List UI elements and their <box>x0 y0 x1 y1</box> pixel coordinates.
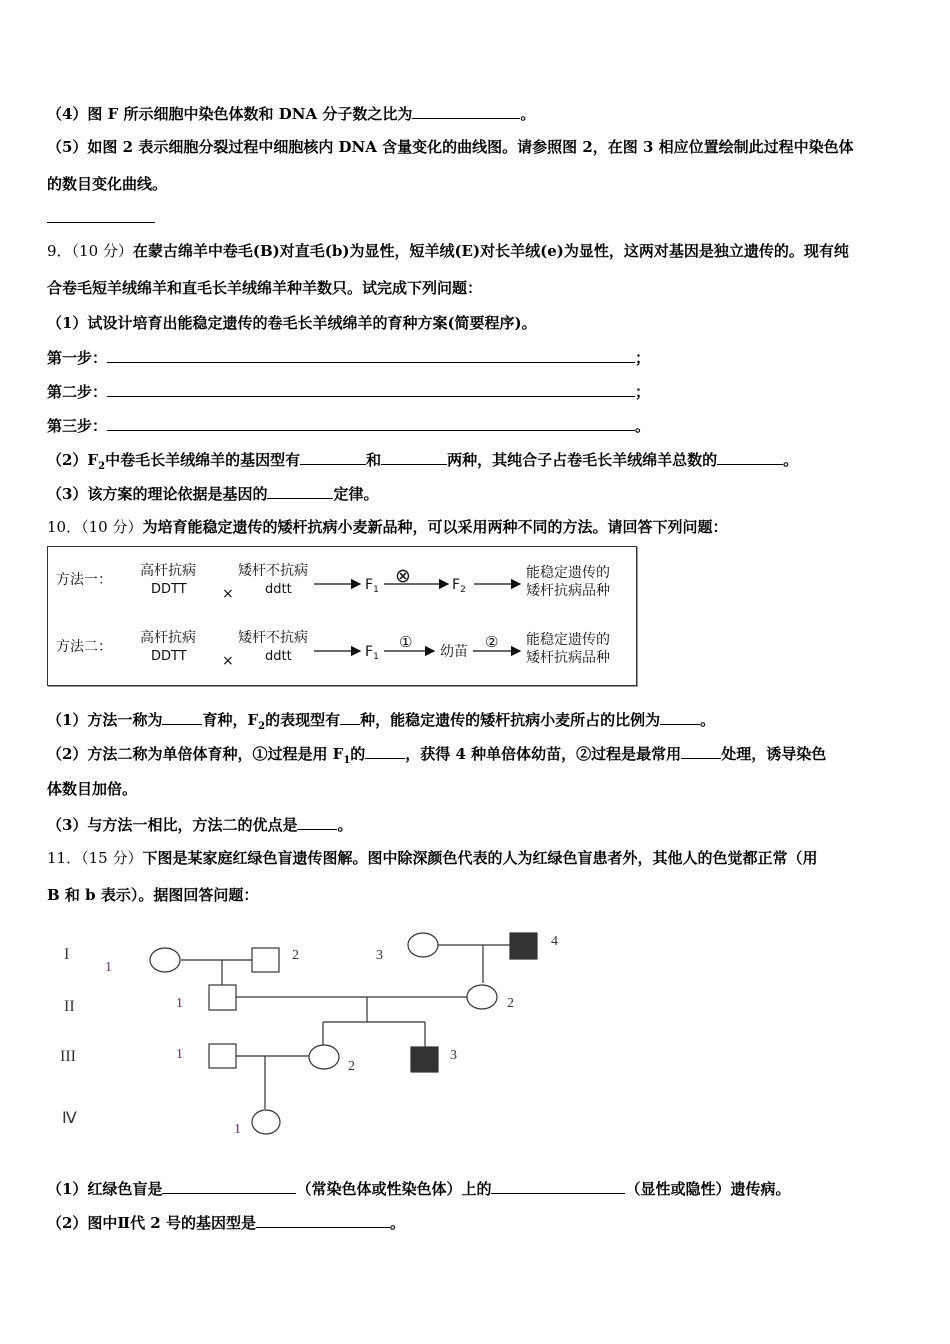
step1-label: 第一步： <box>47 349 108 367</box>
q8-p4-end: 。 <box>520 105 536 123</box>
semicolon: ； <box>635 349 651 367</box>
ratio-blank[interactable] <box>660 710 700 725</box>
q11-p2-text-a: （2）图中Ⅱ代 2 号的基因型是 <box>47 1214 256 1232</box>
short-genotype: ddtt <box>265 582 292 597</box>
short-susceptible-label: 矮杆不抗病 <box>238 630 308 646</box>
number-IV1: 1 <box>234 1122 241 1137</box>
female-normal-I1 <box>150 948 180 972</box>
period: 。 <box>635 417 651 435</box>
female-normal-II2 <box>467 985 497 1009</box>
generation-label-3: III <box>60 1048 76 1065</box>
q9-stem-line2: 合卷毛短羊绒绵羊和直毛长羊绒绵羊种羊数只。试完成下列问题： <box>47 279 483 297</box>
male-normal-II1 <box>209 985 236 1010</box>
subscript: 1 <box>343 755 351 766</box>
generation-label-2: II <box>64 998 75 1015</box>
ratio-blank[interactable] <box>717 450 783 465</box>
genotype-blank-1[interactable] <box>300 450 366 465</box>
f2-label: $F_2$ <box>452 577 466 595</box>
q9-part2 <box>47 450 798 476</box>
q11-number: 11．（15 分） <box>47 849 143 867</box>
short-genotype: ddtt <box>265 649 292 664</box>
q10-stem-text: 为培育能稳定遗传的矮杆抗病小麦新品种，可以采用两种不同的方法。请回答下列问题： <box>142 518 728 536</box>
f1-label: $F_1$ <box>365 644 379 662</box>
q10-number: 10．（10 分） <box>47 518 143 536</box>
q9-number: 9．（10 分） <box>47 242 133 260</box>
q9-p2-text-b: 中卷毛长羊绒绵羊的基因型有 <box>105 451 301 469</box>
female-normal-I3 <box>408 933 438 957</box>
number-II1: 1 <box>176 996 183 1011</box>
method-name-blank[interactable] <box>162 710 202 725</box>
q9-p3-text-a: （3）该方案的理论依据是基因的 <box>47 485 268 503</box>
period: 。 <box>783 451 799 469</box>
q10-p1-text-b: 育种，F <box>202 711 259 729</box>
semicolon: ； <box>635 383 651 401</box>
number-I1: 1 <box>105 960 112 975</box>
step3-label: 第三步： <box>47 417 108 435</box>
material-blank[interactable] <box>365 744 405 759</box>
q11-p1-text-b: （常染色体或性染色体）上的 <box>296 1180 492 1198</box>
subscript: 2 <box>258 721 266 732</box>
dominance-blank[interactable] <box>491 1179 625 1194</box>
chromosome-type-blank[interactable] <box>162 1179 296 1194</box>
q8-part4 <box>47 104 535 123</box>
period: 。 <box>700 711 716 729</box>
short-susceptible-label: 矮杆不抗病 <box>238 563 308 579</box>
q9-step1 <box>47 348 650 367</box>
period: 。 <box>389 1214 405 1232</box>
step2-label: 第二步： <box>47 383 108 401</box>
q11-part1 <box>47 1179 790 1198</box>
tall-resistant-label: 高杆抗病 <box>140 630 196 646</box>
selfing-symbol-icon: ⊗ <box>395 565 411 587</box>
q8-part5-line2: 的数目变化曲线。 <box>47 175 168 193</box>
q9-p2-text-a: （2）F <box>47 451 99 469</box>
method2-label: 方法二： <box>56 639 112 655</box>
q9-p3-text-b: 定律。 <box>333 485 379 503</box>
male-normal-I2 <box>252 948 279 972</box>
q9-p2-text-c: 和 <box>366 451 382 469</box>
number-II2: 2 <box>507 996 514 1011</box>
female-normal-III2 <box>309 1045 339 1069</box>
q10-part2-line2: 体数目加倍。 <box>47 780 138 798</box>
step2-marker: ② <box>485 633 499 651</box>
breeding-methods-figure <box>47 546 637 686</box>
number-I4: 4 <box>551 934 558 949</box>
seedling-label: 幼苗 <box>440 644 468 660</box>
q10-p2-text-c: ，获得 4 种单倍体幼苗，②过程是最常用 <box>405 745 682 763</box>
number-III2: 2 <box>348 1059 355 1074</box>
phenotype-count-blank[interactable] <box>340 710 360 725</box>
q10-p1-text-d: 种，能稳定遗传的矮杆抗病小麦所占的比例为 <box>360 711 661 729</box>
result-line1: 能稳定遗传的 <box>526 565 610 581</box>
q10-p2-text-a: （2）方法二称为单倍体育种，①过程是用 F <box>47 745 344 763</box>
genotype-blank[interactable] <box>256 1213 390 1228</box>
result-line2: 矮杆抗病品种 <box>526 583 610 599</box>
step1-blank[interactable] <box>107 348 635 363</box>
q9-step3 <box>47 416 650 435</box>
step1-marker: ① <box>399 633 413 651</box>
pedigree-chart <box>40 925 600 1150</box>
q11-part2 <box>47 1213 405 1232</box>
q8-p4-text: （4）图 F 所示细胞中染色体数和 DNA 分子数之比为 <box>47 105 413 123</box>
subscript: 2 <box>98 461 106 472</box>
q10-p2-text-b: 的 <box>350 745 366 763</box>
f1-label: $F_1$ <box>365 577 379 595</box>
q10-p2-text-d: 处理，诱导染色 <box>721 745 827 763</box>
law-blank[interactable] <box>267 484 333 499</box>
step2-blank[interactable] <box>107 382 635 397</box>
q9-part3 <box>47 484 378 503</box>
treatment-blank[interactable] <box>681 744 721 759</box>
q10-part2-line1 <box>47 744 826 770</box>
q9-p2-text-d: 两种，其纯合子占卷毛长羊绒绵羊总数的 <box>447 451 718 469</box>
number-III1: 1 <box>176 1047 183 1062</box>
male-normal-III1 <box>209 1044 236 1068</box>
q10-part3 <box>47 815 352 834</box>
cross-symbol: × <box>222 653 234 669</box>
female-normal-IV1 <box>252 1110 280 1134</box>
q9-stem-text: 在蒙古绵羊中卷毛(B)对直毛(b)为显性，短羊绒(E)对长羊绒(e)为显性，这两对基因是独立遗传的。现有纯 <box>132 242 849 260</box>
number-I2: 2 <box>292 948 299 963</box>
drawing-answer-line[interactable] <box>47 222 155 223</box>
generation-label-1: I <box>64 946 70 963</box>
result-line2: 矮杆抗病品种 <box>526 650 610 666</box>
q11-p1-text-c: （显性或隐性）遗传病。 <box>625 1180 791 1198</box>
genotype-blank-2[interactable] <box>381 450 447 465</box>
male-affected-III3 <box>411 1047 438 1072</box>
step3-blank[interactable] <box>107 416 635 431</box>
cross-symbol: × <box>222 586 234 602</box>
number-III3: 3 <box>450 1048 457 1063</box>
tall-genotype: DDTT <box>151 582 187 597</box>
method1-label: 方法一： <box>56 572 112 588</box>
male-affected-I4 <box>510 933 537 959</box>
q10-part1 <box>47 710 715 736</box>
advantage-blank[interactable] <box>297 815 337 830</box>
q10-stem <box>47 518 727 536</box>
answer-blank[interactable] <box>412 104 520 119</box>
q9-part1: （1）试设计培育出能稳定遗传的卷毛长羊绒绵羊的育种方案(简要程序)。 <box>47 314 537 332</box>
q9-step2 <box>47 382 650 401</box>
result-line1: 能稳定遗传的 <box>526 632 610 648</box>
q11-stem-text: 下图是某家庭红绿色盲遗传图解。图中除深颜色代表的人为红绿色盲患者外，其他人的色觉都正常（用 <box>142 849 818 867</box>
tall-resistant-label: 高杆抗病 <box>140 563 196 579</box>
q11-stem-line2: B 和 b 表示）。据图回答问题： <box>47 886 259 904</box>
q11-stem-line1 <box>47 849 817 867</box>
q8-part5-line1: （5）如图 2 表示细胞分裂过程中细胞核内 DNA 含量变化的曲线图。请参照图 2，在图 3 相应位置绘制此过程中染色体 <box>47 138 854 156</box>
q10-p1-text-a: （1）方法一称为 <box>47 711 163 729</box>
q9-stem-line1 <box>47 242 849 260</box>
tall-genotype: DDTT <box>151 649 187 664</box>
q10-p1-text-c: 的表现型有 <box>265 711 341 729</box>
period: 。 <box>337 816 353 834</box>
q10-p3-text-a: （3）与方法一相比，方法二的优点是 <box>47 816 298 834</box>
number-I3: 3 <box>376 948 383 963</box>
q11-p1-text-a: （1）红绿色盲是 <box>47 1180 163 1198</box>
generation-label-4: Ⅳ <box>62 1110 77 1127</box>
